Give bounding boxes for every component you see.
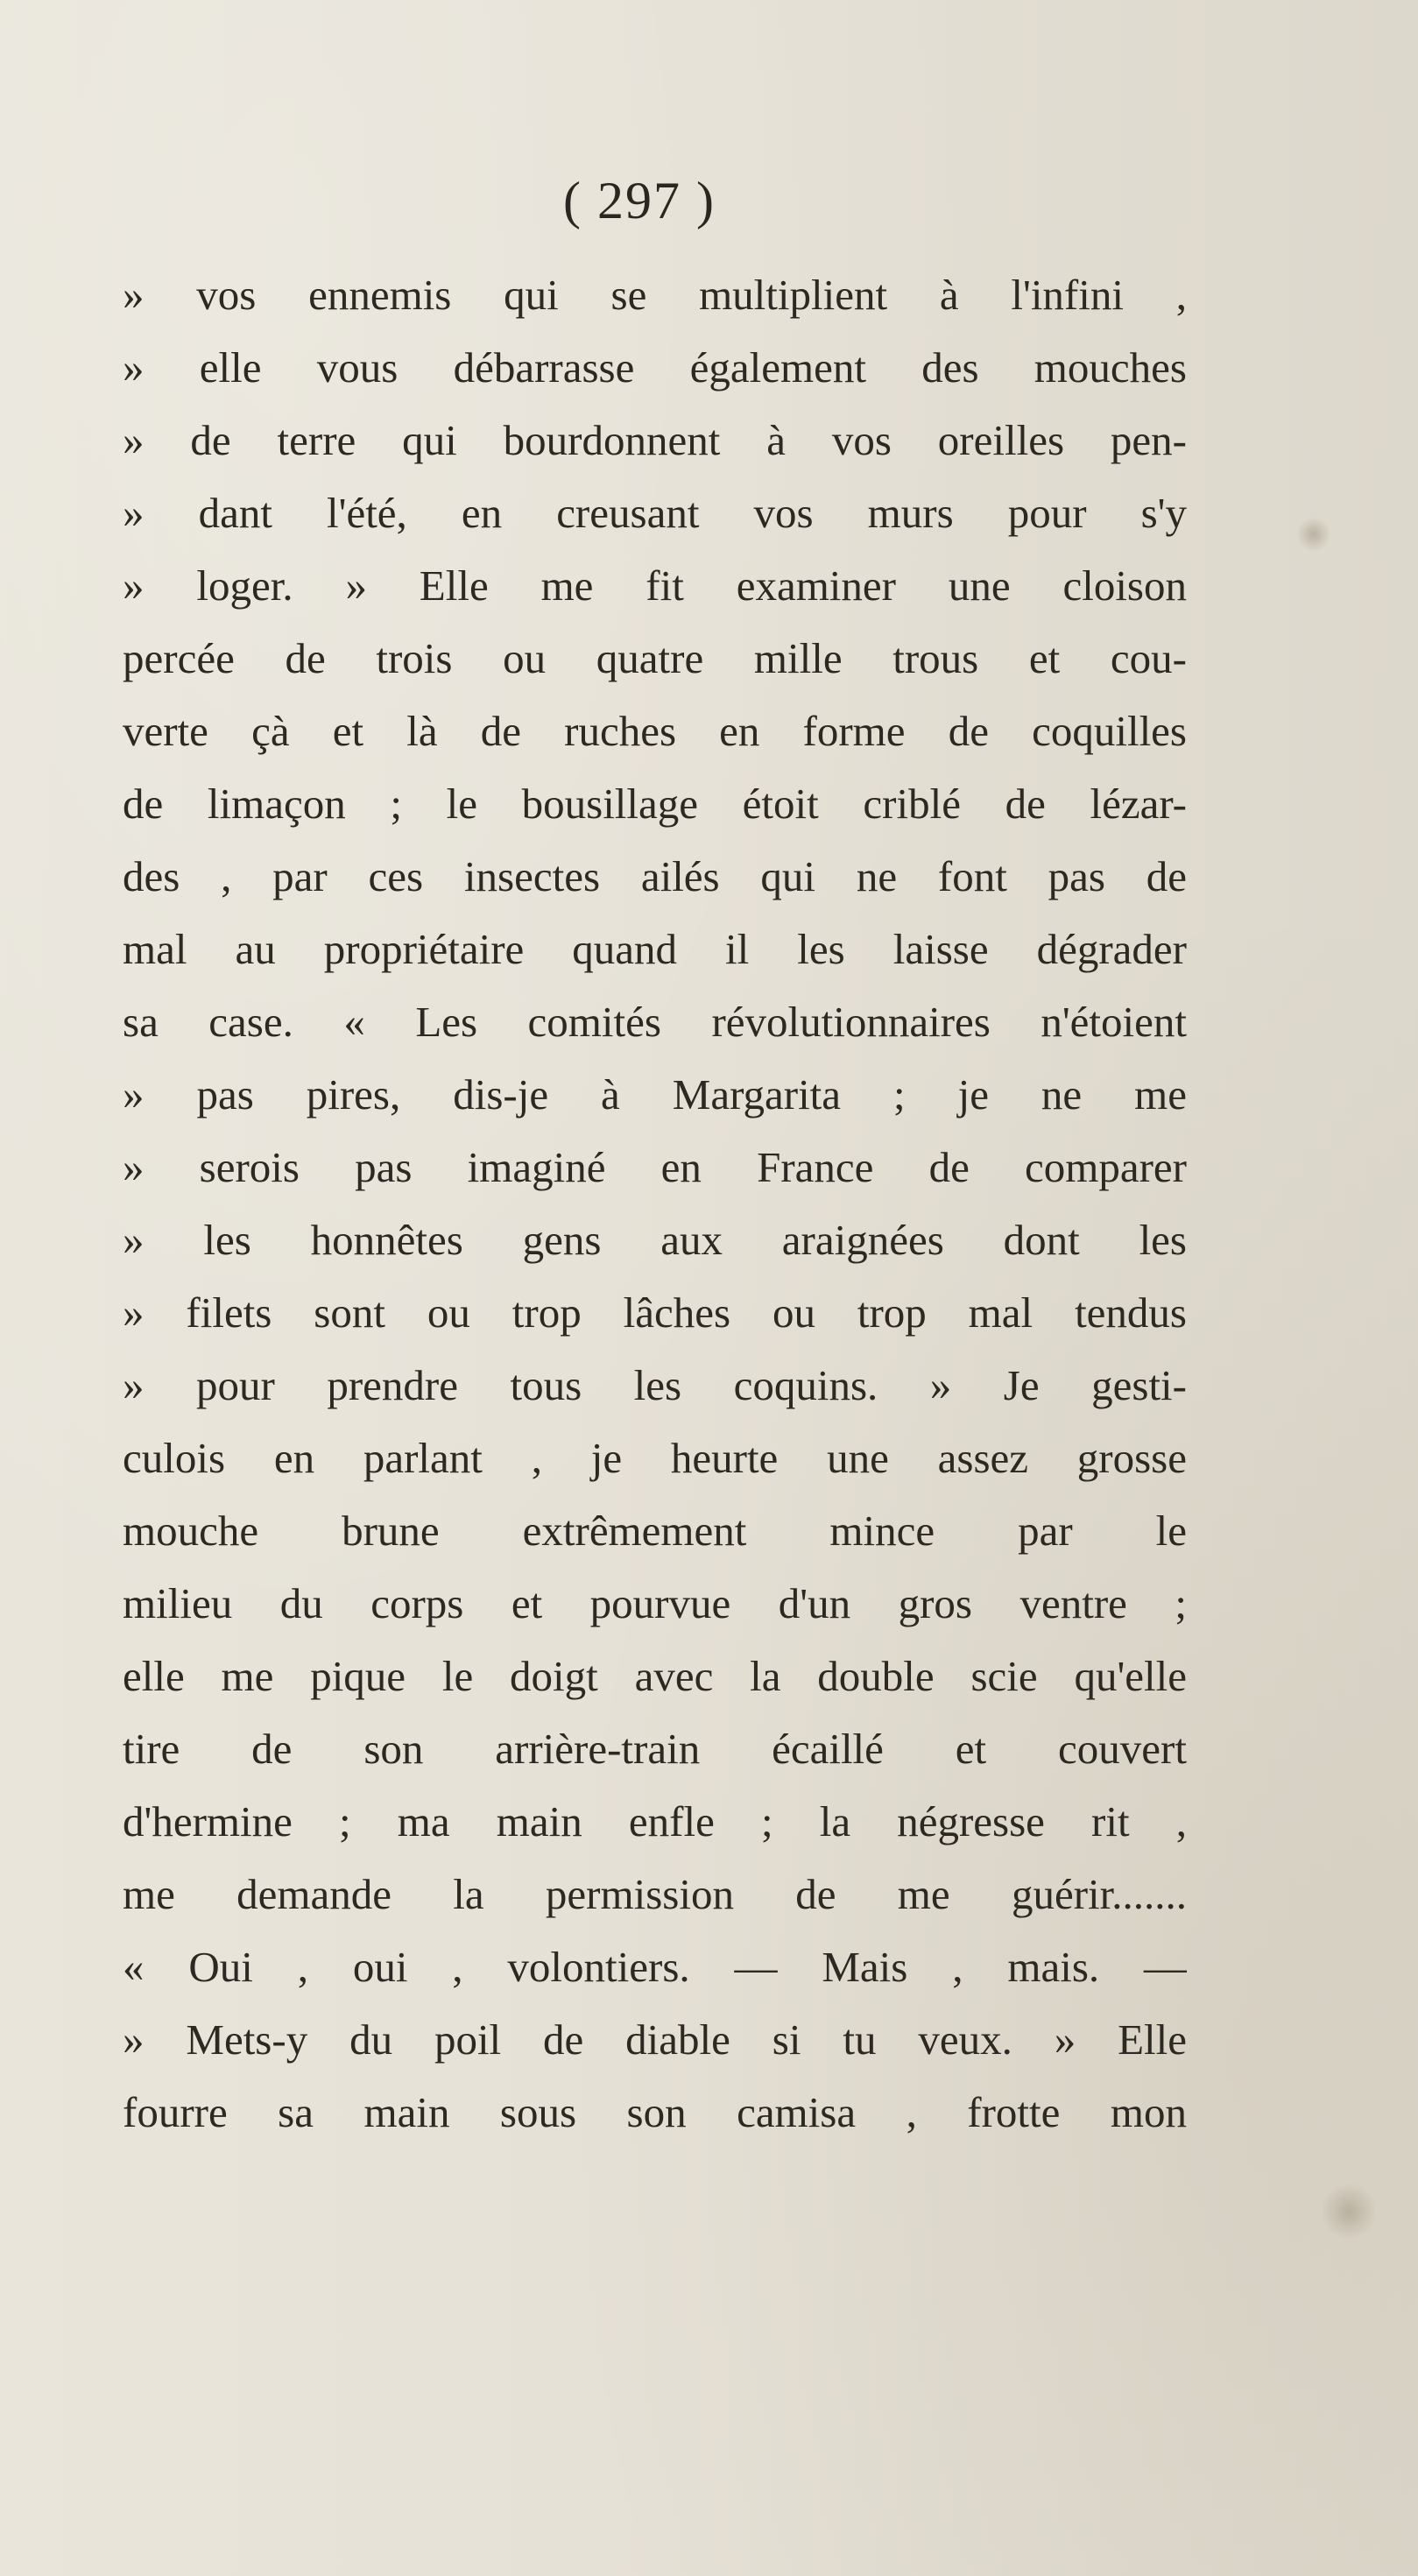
text-line: verte çà et là de ruches en forme de coquilles bbox=[123, 707, 1187, 755]
text-line: » pas pires, dis-je à Margarita ; je ne me bbox=[123, 1070, 1187, 1119]
text-line: » loger. » Elle me fit examiner une cloison bbox=[123, 561, 1187, 610]
text-line: mouche brune extrêmement mince par le bbox=[123, 1507, 1187, 1555]
foxing-spot bbox=[1323, 2181, 1375, 2242]
text-line: milieu du corps et pourvue d'un gros ventre ; bbox=[123, 1579, 1187, 1627]
text-line: » pour prendre tous les coquins. » Je gesti- bbox=[123, 1361, 1187, 1409]
text-line: elle me pique le doigt avec la double scie qu'elle bbox=[123, 1652, 1187, 1700]
text-line: sa case. « Les comités révolutionnaires n'étoient bbox=[123, 998, 1187, 1046]
text-line: » elle vous débarrasse également des mouches bbox=[123, 343, 1187, 392]
foxing-spot bbox=[1296, 517, 1331, 552]
text-line: » Mets-y du poil de diable si tu veux. » Elle bbox=[123, 2015, 1187, 2064]
text-line: fourre sa main sous son camisa , frotte mon bbox=[123, 2088, 1187, 2136]
text-line: » les honnêtes gens aux araignées dont les bbox=[123, 1216, 1187, 1264]
text-line: mal au propriétaire quand il les laisse dégrader bbox=[123, 925, 1187, 973]
text-line: me demande la permission de me guérir....... bbox=[123, 1870, 1187, 1918]
text-line: percée de trois ou quatre mille trous et cou- bbox=[123, 634, 1187, 682]
text-line: » vos ennemis qui se multiplient à l'infini , bbox=[123, 271, 1187, 319]
text-line: des , par ces insectes ailés qui ne font pas de bbox=[123, 852, 1187, 900]
text-line: de limaçon ; le bousillage étoit criblé de lézar- bbox=[123, 780, 1187, 828]
text-line: « Oui , oui , volontiers. — Mais , mais. — bbox=[123, 1943, 1187, 1991]
body-text bbox=[123, 258, 1187, 2149]
text-line: » serois pas imaginé en France de comparer bbox=[123, 1143, 1187, 1191]
text-line: culois en parlant , je heurte une assez grosse bbox=[123, 1434, 1187, 1482]
text-line: » de terre qui bourdonnent à vos oreilles pen- bbox=[123, 416, 1187, 464]
text-line: tire de son arrière-train écaillé et couvert bbox=[123, 1725, 1187, 1773]
text-line: d'hermine ; ma main enfle ; la négresse rit , bbox=[123, 1797, 1187, 1846]
text-line: » filets sont ou trop lâches ou trop mal tendus bbox=[123, 1288, 1187, 1337]
page-number: ( 297 ) bbox=[563, 172, 716, 229]
text-line: » dant l'été, en creusant vos murs pour s'y bbox=[123, 489, 1187, 537]
